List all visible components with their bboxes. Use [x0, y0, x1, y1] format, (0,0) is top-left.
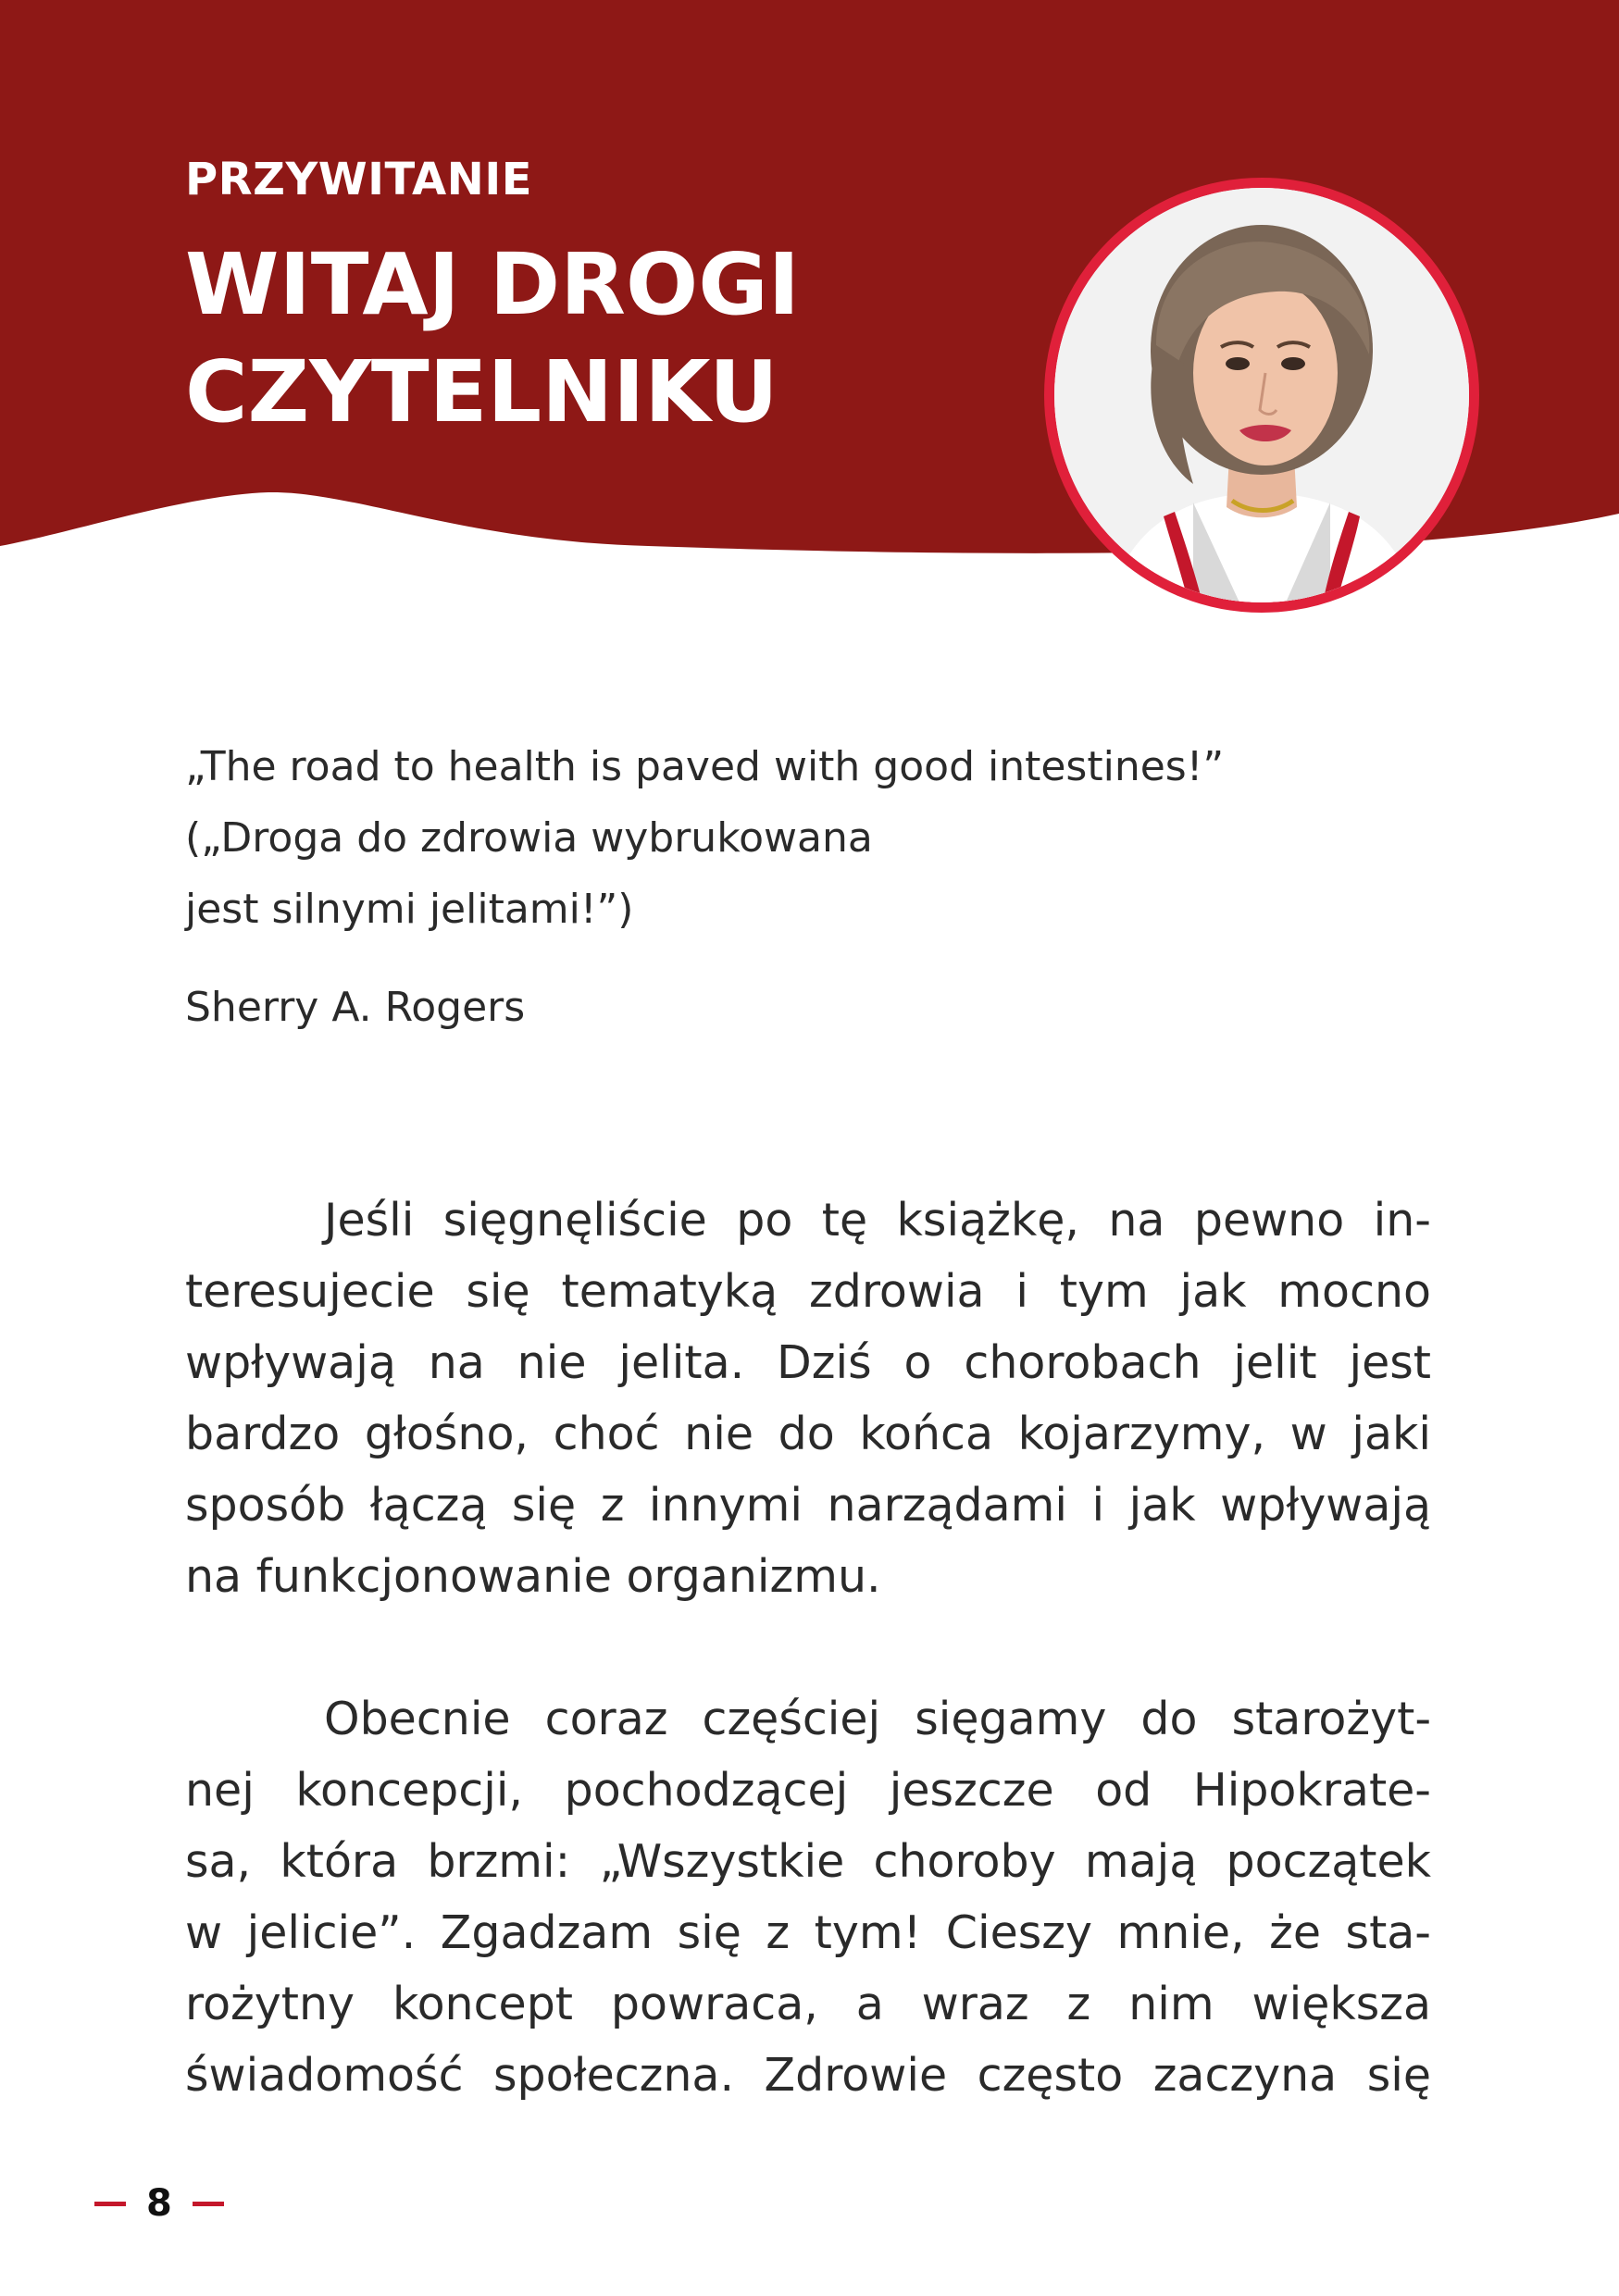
text-line: świadomość społeczna. Zdrowie często zaczyna się: [185, 2049, 1431, 2102]
dash-decoration: [94, 2202, 126, 2206]
quote-line: jest silnymi jelitami!”): [185, 886, 634, 933]
text-line: nej koncepcji, pochodzącej jeszcze od Hipokrate-: [185, 1764, 1431, 1817]
text-line: sa, która brzmi: „Wszystkie choroby mają początek: [185, 1835, 1431, 1888]
text-line: wpływają na nie jelita. Dziś o chorobach jelit jest: [185, 1336, 1431, 1389]
page-title-line: CZYTELNIKU: [185, 342, 778, 441]
text-line: bardzo głośno, choć nie do końca kojarzymy, w jaki: [185, 1408, 1431, 1460]
text-line: teresujecie się tematyką zdrowia i tym jak mocno: [185, 1265, 1431, 1318]
body-text: [185, 1185, 1431, 2182]
page-number-value: 8: [146, 2182, 172, 2225]
page-number: [94, 2182, 224, 2225]
page-title: [185, 231, 1018, 446]
text-line: w jelicie”. Zgadzam się z tym! Cieszy mnie, że sta-: [185, 1906, 1431, 1959]
portrait-illustration: [1054, 188, 1469, 602]
text-line: rożytny koncept powraca, a wraz z nim większa: [185, 1978, 1431, 2030]
quote-author: Sherry A. Rogers: [185, 984, 526, 1031]
paragraph: [185, 1683, 1431, 2111]
page-title-line: WITAJ DROGI: [185, 235, 800, 334]
text-line: na funkcjonowanie organizmu.: [185, 1550, 881, 1603]
quote-line: „The road to health is paved with good intestines!”: [185, 743, 1225, 790]
text-line: Jeśli sięgnęliście po tę książkę, na pewno in-: [324, 1194, 1431, 1247]
dash-decoration: [193, 2202, 224, 2206]
text-line: sposób łączą się z innymi narządami i jak wpływają: [185, 1479, 1431, 1532]
paragraph: [185, 1185, 1431, 1612]
section-kicker: PRZYWITANIE: [185, 154, 532, 205]
epigraph-quote: [185, 731, 1389, 945]
quote-line: („Droga do zdrowia wybrukowana: [185, 814, 873, 862]
text-line: Obecnie coraz częściej sięgamy do starożyt-: [324, 1693, 1431, 1745]
author-portrait: [1044, 178, 1479, 613]
